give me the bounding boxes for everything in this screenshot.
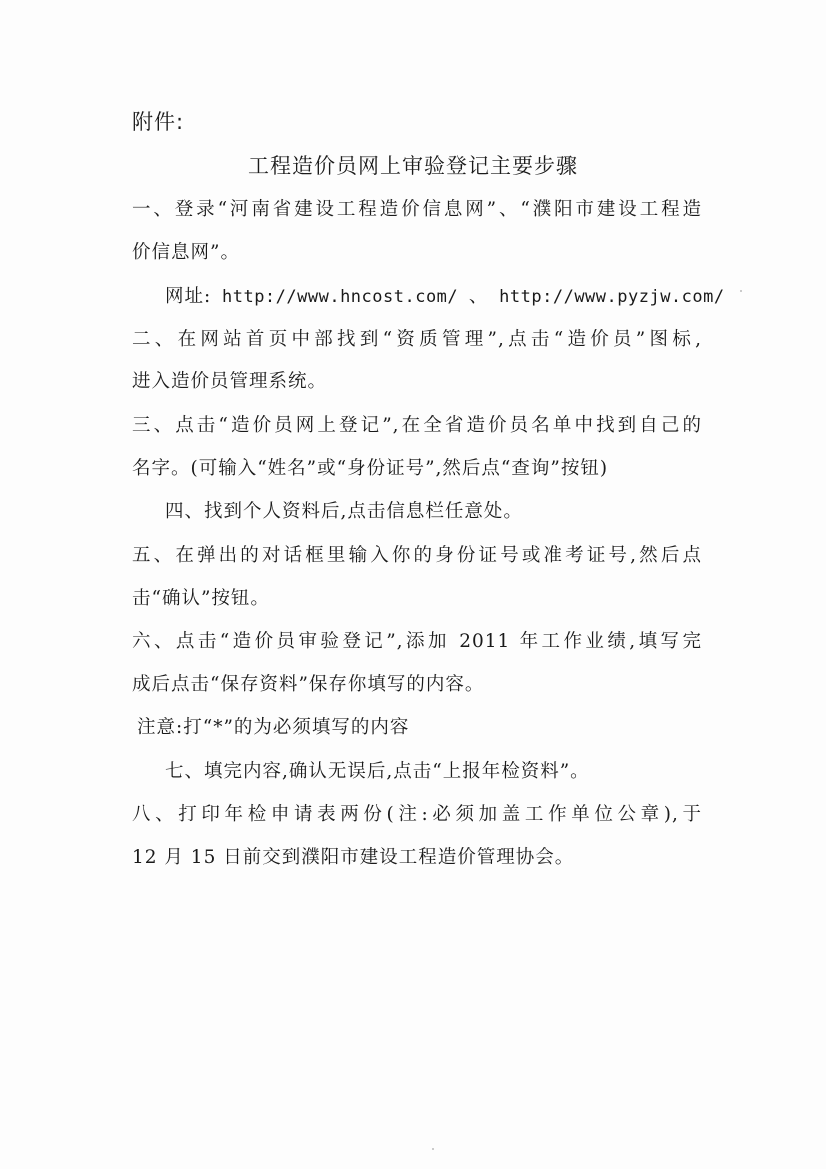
url-separator: 、 [468, 286, 489, 307]
step-1-line-1: 一、登录“河南省建设工程造价信息网”、“濮阳市建设工程造 [132, 199, 702, 220]
step-3-line-1: 三、点击“造价员网上登记”,在全省造价员名单中找到自己的 [132, 415, 702, 436]
step-1-line-2: 价信息网”。 [132, 242, 240, 263]
url-label: 网址: [165, 286, 212, 307]
step-2-line-1: 二、在网站首页中部找到“资质管理”,点击“造价员”图标, [132, 329, 702, 350]
step-5-line-2: 击“确认”按钮。 [132, 588, 270, 609]
step-8-line-2: 12 月 15 日前交到濮阳市建设工程造价管理协会。 [132, 847, 575, 868]
required-fields-note: 注意:打“*”的为必须填写的内容 [137, 717, 410, 738]
step-6-line-1: 六、点击“造价员审验登记”,添加 2011 年工作业绩,填写完 [132, 631, 702, 652]
step-4-line-1: 四、找到个人资料后,点击信息栏任意处。 [165, 501, 523, 522]
step-3-line-2: 名字。(可输入“姓名”或“身份证号”,然后点“查询”按钮) [132, 458, 609, 479]
step-2-line-2: 进入造价员管理系统。 [132, 371, 328, 392]
step-5-line-1: 五、在弹出的对话框里输入你的身份证号或准考证号,然后点 [132, 545, 702, 566]
website-urls [165, 288, 725, 307]
scan-speck [432, 1148, 434, 1150]
attachment-label: 附件: [132, 110, 185, 134]
step-6-line-2: 成后点击“保存资料”保存你填写的内容。 [132, 674, 485, 695]
document-title: 工程造价员网上审验登记主要步骤 [248, 154, 578, 178]
url-hncost: http://www.hncost.com/ [221, 287, 459, 307]
scan-speck [740, 290, 742, 292]
url-pyzjw: http://www.pyzjw.com/ [499, 287, 725, 307]
step-7-line-1: 七、填完内容,确认无误后,点击“上报年检资料”。 [165, 761, 590, 782]
step-8-line-1: 八、打印年检申请表两份(注:必须加盖工作单位公章),于 [132, 804, 702, 825]
